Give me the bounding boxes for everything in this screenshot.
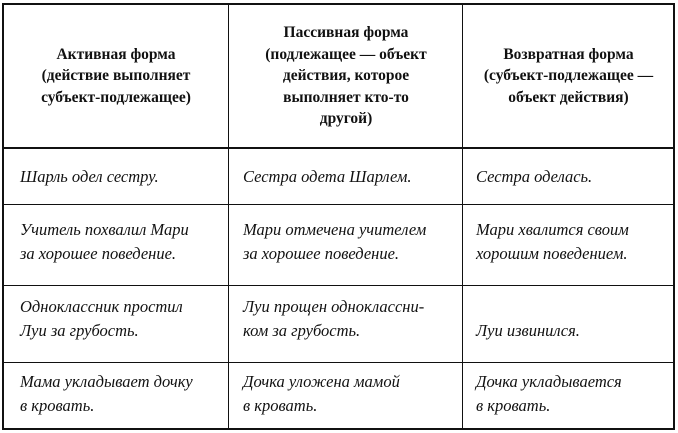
column-divider xyxy=(228,5,229,428)
header-reflexive-form: Возвратная форма (субъект-подлежащее — объект действия) xyxy=(483,45,654,106)
row3-reflexive: Луи извинился. xyxy=(476,321,580,340)
row-divider xyxy=(4,204,673,205)
row3-active: Одноклассник простил Луи за грубость. xyxy=(20,297,183,340)
header-active-form: Активная форма (действие выполняет субъект-подлежащее) xyxy=(41,45,191,106)
column-divider xyxy=(462,5,463,428)
row4-active: Мама укладывает дочку в кровать. xyxy=(20,372,193,415)
row1-active: Шарль одел сестру. xyxy=(20,167,159,186)
row3-passive: Луи прощен одноклассни- ком за грубость. xyxy=(243,297,425,340)
row2-active: Учитель похвалил Мари за хорошее поведение. xyxy=(20,220,189,263)
header-divider xyxy=(4,147,673,149)
grammar-forms-table xyxy=(2,3,675,430)
row1-passive: Сестра одета Шарлем. xyxy=(243,167,412,186)
row2-reflexive: Мари хвалится своим хорошим поведением. xyxy=(476,220,629,263)
row1-reflexive: Сестра оделась. xyxy=(476,167,593,186)
row4-reflexive: Дочка укладывается в кровать. xyxy=(476,372,622,415)
row-divider xyxy=(4,285,673,286)
header-passive-form: Пассивная форма (подлежащее — объект действия, которое выполняет кто-то другой) xyxy=(265,24,427,128)
row4-passive: Дочка уложена мамой в кровать. xyxy=(243,372,400,415)
row-divider xyxy=(4,362,673,363)
row2-passive: Мари отмечена учителем за хорошее поведение. xyxy=(243,220,427,263)
